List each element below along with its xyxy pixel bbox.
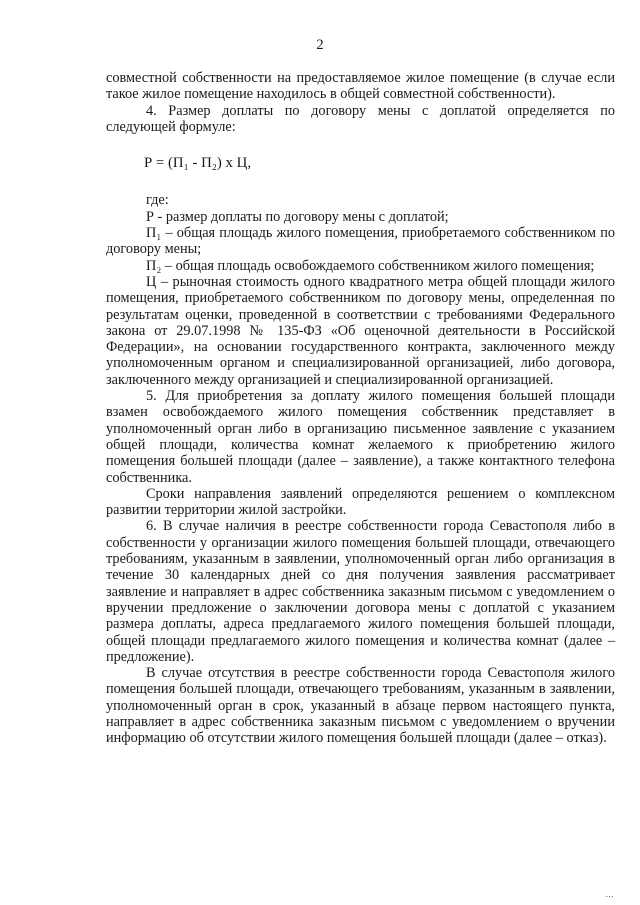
paragraph-6: 6. В случае наличия в реестре собственности города Севастополя либо в собственности у организации жилого помещения большей площади, отвечающего требованиям, указанным в заявлении, уполномоченный орган либо организация в течение 30 календарных дней со дня получения заявления рассматривает заявление и направляет в адрес собственника заказным письмом с уведомлением о вручении предложение о заключении договора мены с доплатой с указанием размера доплаты, адреса предлагаемого жилого помещения большей площади, общей площади предлагаемого жилого помещения и количества комнат (далее – предложение). xyxy=(106,518,615,665)
definition-p: Р - размер доплаты по договору мены с доплатой; xyxy=(146,208,449,225)
paragraph-4: 4. Размер доплаты по договору мены с доплатой определяется по следующей формуле: xyxy=(106,102,615,135)
paragraph-6-absence: В случае отсутствия в реестре собственности города Севастополя жилого помещения большей площади, отвечающего требованиям, указанным в заявлении, уполномоченный орган в срок, указанный в абзаце первом настоящего пункта, направляет в адрес собственника заказным письмом с уведомлением о вручении информацию об отсутствии жилого помещения большей площади (далее – отказ). xyxy=(106,665,615,747)
paragraph-intro-continuation: совместной собственности на предоставляемое жилое помещение (в случае если такое жилое помещение находилось в общей совместной собственности). xyxy=(106,70,615,103)
document-body xyxy=(106,70,615,747)
definition-p1: П₁ – общая площадь жилого помещения, приобретаемого собственником по договору мены; xyxy=(106,225,615,258)
formula-where: где: xyxy=(146,192,169,209)
page-number: 2 xyxy=(316,37,324,53)
definition-c: Ц – рыночная стоимость одного квадратного метра общей площади жилого помещения, приобретаемого собственником по договору мены, определенная по результатам оценки, проведенной в соответствии с требованиями Федерального закона от 29.07.1998 № 135-ФЗ «Об оценочной деятельности в Российской Федерации», на основании государственного контракта, заключенного между уполномоченным органом и специализированной организацией, либо договора, заключенного между организацией и специализированной организацией. xyxy=(106,273,615,388)
definition-p2: П₂ – общая площадь освобождаемого собственником жилого помещения; xyxy=(146,257,595,274)
scan-corner-mark: ... xyxy=(605,890,614,900)
paragraph-5-terms: Сроки направления заявлений определяются решением о комплексном развитии территории жилой застройки. xyxy=(106,485,615,519)
paragraph-5: 5. Для приобретения за доплату жилого помещения большей площади взамен освобождаемого жилого помещения собственник представляет в уполномоченный орган либо в организацию письменное заявление с указанием общей площади, количества комнат желаемого к приобретению жилого помещения большей площади (далее – заявление), а также контактного телефона собственника. xyxy=(106,388,615,486)
formula: Р = (П₁ - П₂) х Ц, xyxy=(144,155,252,172)
